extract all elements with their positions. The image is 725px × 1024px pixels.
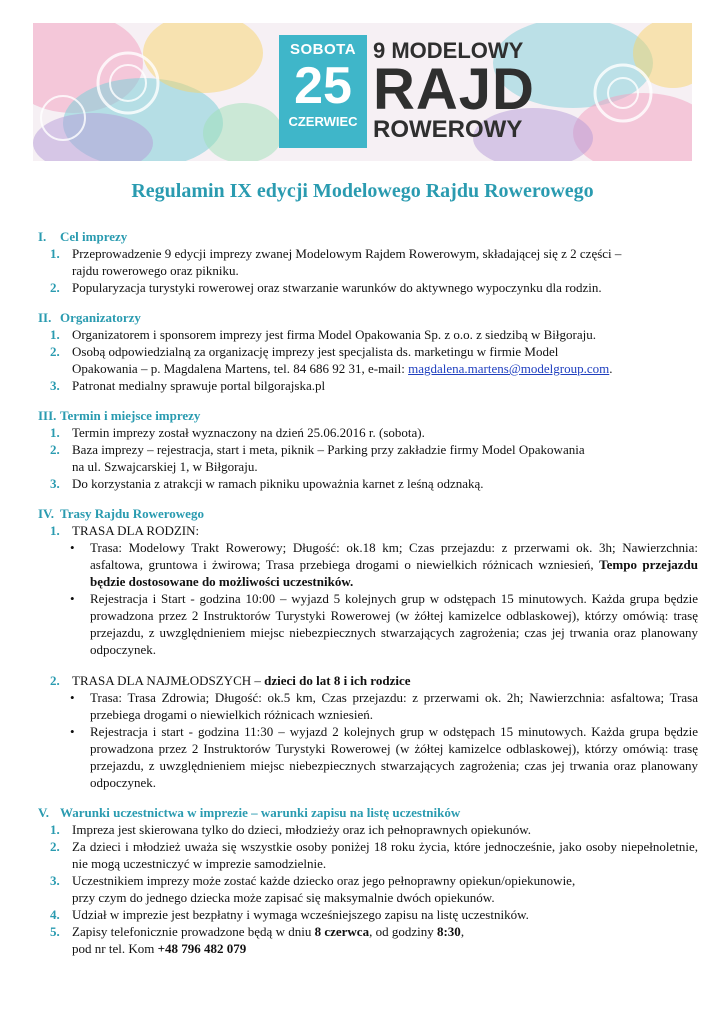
banner-line-1: 9 MODELOWY [373, 38, 524, 63]
list-item: 3. Patronat medialny sprawuje portal bilgorajska.pl [50, 378, 326, 393]
date-box [279, 35, 367, 148]
section-heading: III. Termin i miejsce imprezy [38, 408, 201, 423]
list-item: 1. Termin imprezy został wyznaczony na dzień 25.06.2016 r. (sobota). [50, 425, 425, 440]
list-item: 4. Udział w imprezie jest bezpłatny i wymaga wcześniejszego zapisu na listę uczestników. [50, 907, 529, 922]
list-item: 1. Przeprowadzenie 9 edycji imprezy zwanej Modelowym Rajdem Rowerowym, składającej się z 2 części – rajdu rowerowego oraz pikniku. [50, 246, 622, 278]
list-item: 3. Do korzystania z atrakcji w ramach pikniku upoważnia karnet z leśną odznaką. [50, 476, 484, 491]
bullet-item: • Trasa: Modelowy Trakt Rowerowy; Długość: ok.18 km; Czas przejazdu: z przerwami ok. 3h; Nawierzchnia: asfaltowa, gruntowa i żwirowa; Trasa przebiega drogami o niewielkich różnicach wzniesień, Tempo przejazdu będzie dostosowane do możliwości uczestników. [38, 539, 698, 590]
section-heading: II. Organizatorzy [38, 310, 141, 325]
banner-event-name [373, 39, 535, 143]
phone-number: +48 796 482 079 [157, 941, 247, 956]
header-banner [33, 23, 692, 161]
bullet-item: • Rejestracja i start - godzina 11:30 – wyjazd 2 kolejnych grup w odstępach 15 minutowych. Każda grupa będzie prowadzona przez 2 Instruktorów Turystyki Rowerowej (w żółtej kamizelce odblaskowej), którzy omówią: trasę przejazdu, z uwzględnieniem miejsc niebezpiecznych stwarzających zagrożenia; czas jej trwania oraz planowany odpoczynek. [38, 723, 698, 791]
list-item: 2. Osobą odpowiedzialną za organizację imprezy jest specjalista ds. marketingu w firmie Model Opakowania – p. Magdalena Martens, tel. 84 686 92 31, e-mail: magdalena.martens@modelgroup.com. [50, 344, 613, 376]
list-item: 2. TRASA DLA NAJMŁODSZYCH – dzieci do lat 8 i ich rodzice [50, 673, 411, 688]
list-item: 5. Zapisy telefonicznie prowadzone będą w dniu 8 czerwca, od godziny 8:30, pod nr tel. Kom +48 796 482 079 [50, 924, 465, 956]
banner-date-number: 25 [294, 57, 352, 115]
section-heading: IV. Trasy Rajdu Rowerowego [38, 506, 204, 521]
list-item: 2. Za dzieci i młodzież uważa się wszystkie osoby poniżej 18 roku życia, które jednocześnie, jako osoby niepełnoletnie, nie mogą uczestniczyć w imprezie samodzielnie. [50, 839, 698, 871]
list-item: 3. Uczestnikiem imprezy może zostać każde dziecko oraz jego pełnoprawny opiekun/opiekunowie, przy czym do jednego dziecka może zapisać się maksymalnie dwóch opiekunów. [50, 873, 576, 905]
list-item: 1. Organizatorem i sponsorem imprezy jest firma Model Opakowania Sp. z o.o. z siedzibą w Biłgoraju. [50, 327, 596, 342]
list-item: 1. TRASA DLA RODZIN: [50, 523, 200, 538]
email-link[interactable]: magdalena.martens@modelgroup.com [408, 361, 610, 376]
list-item: 2. Baza imprezy – rejestracja, start i meta, piknik – Parking przy zakładzie firmy Model Opakowania na ul. Szwajcarskiej 1, w Biłgoraju. [50, 442, 585, 474]
banner-month: CZERWIEC [288, 114, 358, 129]
section-heading: V. Warunki uczestnictwa w imprezie – warunki zapisu na listę uczestników [38, 805, 461, 820]
banner-line-2: RAJD [373, 57, 535, 122]
bullet-item: • Trasa: Trasa Zdrowia; Długość: ok.5 km, Czas przejazdu: z przerwami ok. 2h; Nawierzchnia: asfaltowa; Trasa przebiega drogami o niewielkich różnicach wzniesień. [38, 689, 698, 723]
list-item: 2. Popularyzacja turystyki rowerowej oraz stwarzanie warunków do aktywnego wypoczynku dla rodzin. [50, 280, 602, 295]
section-heading: I. Cel imprezy [38, 229, 128, 244]
banner-day: SOBOTA [289, 41, 357, 58]
bullet-item: • Rejestracja i Start - godzina 10:00 – wyjazd 5 kolejnych grup w odstępach 15 minutowych. Każda grupa będzie prowadzona przez 2 Instruktorów Turystyki Rowerowej (w żółtej kamizelce odblaskowej), którzy omówią: trasę przejazdu, z uwzględnieniem miejsc niebezpiecznych stwarzających zagrożenia; czas jej trwania oraz planowany odpoczynek. [38, 590, 698, 658]
banner-line-3: ROWEROWY [373, 116, 523, 143]
page-title: Regulamin IX edycji Modelowego Rajdu Rowerowego [131, 180, 594, 202]
document-body [38, 228, 698, 957]
list-item: 1. Impreza jest skierowana tylko do dzieci, młodzieży oraz ich pełnoprawnych opiekunów. [50, 822, 532, 837]
